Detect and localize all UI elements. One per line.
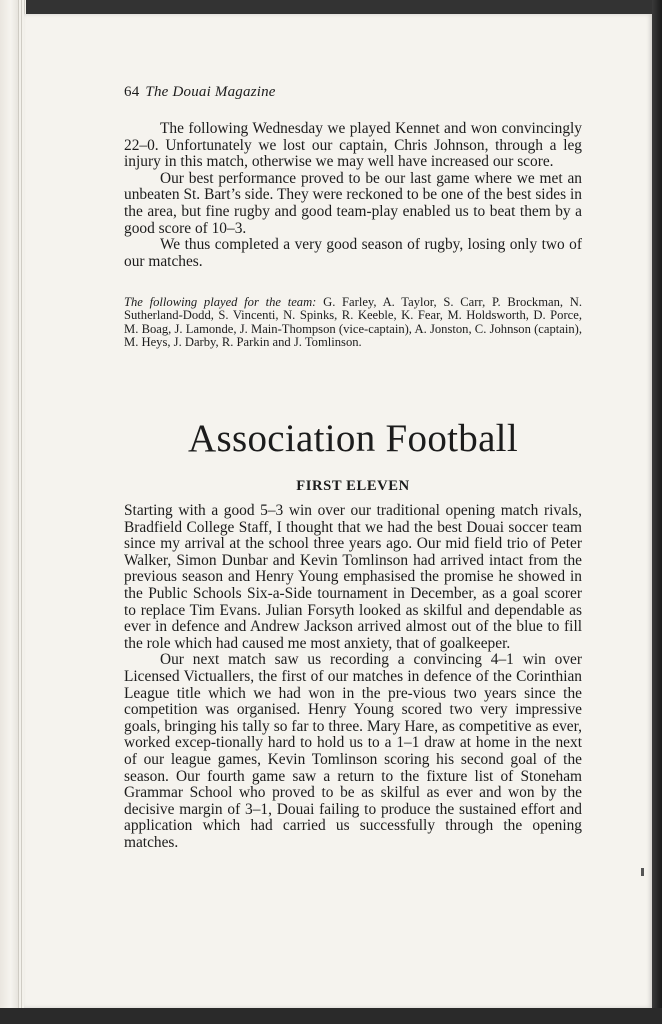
team-list-note <box>124 296 582 350</box>
team-list-lead: The following played for the team: <box>124 295 317 309</box>
page-number: 64 <box>124 84 140 100</box>
rugby-paragraph: Our best performance proved to be our last game where we met an unbeaten St. Bart’s side. They were reckoned to be one of the best sides in the area, but fine rugby and good team-play enabled us to beat them by a good score of 10–3. <box>124 169 582 237</box>
publication-title: The Douai Magazine <box>145 84 276 100</box>
scan-right-edge <box>652 0 662 1024</box>
rugby-paragraph: We thus completed a very good season of rugby, losing only two of our matches. <box>124 236 582 270</box>
scan-bottom-edge <box>0 1008 662 1024</box>
rugby-paragraph: The following Wednesday we played Kennet and won convincingly 22–0. Unfortunately we lost our captain, Chris Johnson, through a leg injury in this match, otherwise we may well have increased our score. <box>124 120 582 171</box>
rugby-report <box>124 121 582 270</box>
scan-top-edge <box>0 0 662 14</box>
section-heading: Association Football <box>188 417 518 460</box>
football-paragraph: Starting with a good 5–3 win over our traditional opening match rivals, Bradfield College Staff, I thought that we had the best Douai soccer team since my arrival at the school three years ago. Our mid field trio of Peter Walker, Simon Dunbar and Kevin Tomlinson had arrived intact from the previous season and Henry Young emphasised the promise he showed in the Public Schools Six-a-Side tournament in December, as a goal scorer to replace Tim Evans. Julian Forsyth looked as skilful and dependable as ever in defence and Andrew Jackson arrived almost out of the blue to fill the role which had caused me most anxiety, that of goalkeeper. <box>124 502 582 652</box>
team-list-names: G. Farley, A. Taylor, S. Carr, P. Brockman, N. Sutherland-Dodd, S. Vincenti, N. Spinks, R. Keeble, K. Fear, M. Holdsworth, D. Porce, M. Boag, J. Lamonde, J. Main-Thompson (vice-captain), A. Jonston, C. Johnson (captain), M. Heys, J. Darby, R. Parkin and J. Tomlinson. <box>124 295 582 350</box>
football-report <box>124 503 582 851</box>
margin-mark <box>641 868 644 876</box>
running-head <box>124 84 276 101</box>
section-subheading: FIRST ELEVEN <box>296 478 410 494</box>
football-paragraph: Our next match saw us recording a convincing 4–1 win over Licensed Victuallers, the first of our matches in defence of the Corinthian League title which we had won in the pre-vious two years since the competition was organised. Henry Young scored two very impressive goals, bringing his tally so far to three. Mary Hare, as competitive as ever, worked excep-tionally hard to hold us to a 1–1 draw at home in the next of our league games, Kevin Tomlinson scoring his second goal of the season. Our fourth game saw a return to the fixture list of Stoneham Grammar School who proved to be as skilful as ever and won by the decisive margin of 3–1, Douai failing to produce the sustained effort and application which had carried us successfully through the opening matches. <box>124 651 582 851</box>
